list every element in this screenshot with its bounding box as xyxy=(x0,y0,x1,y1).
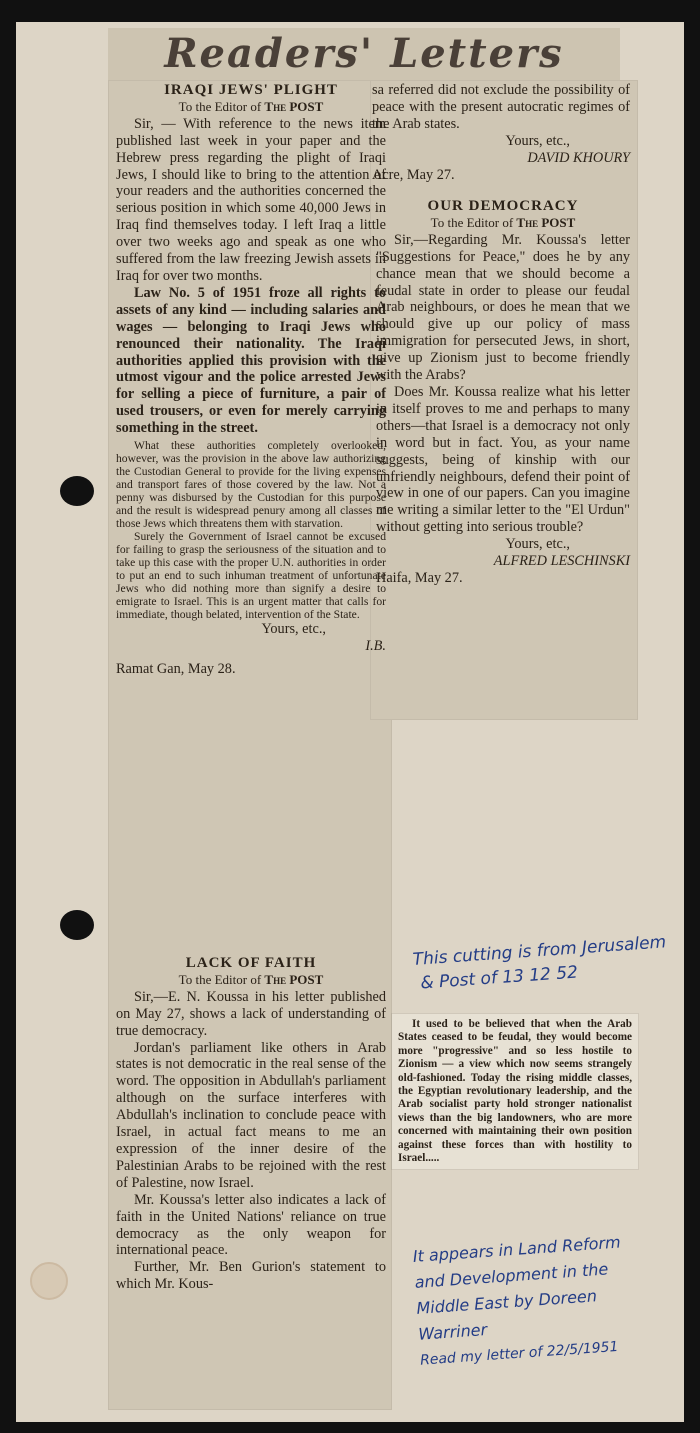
headline: LACK OF FAITH xyxy=(185,955,317,971)
to-editor-line: To the Editor of The POST xyxy=(430,214,576,230)
signature: ALFRED LESCHINSKI xyxy=(493,553,630,570)
masthead-title: Readers' Letters xyxy=(164,30,564,77)
letter-our-democracy xyxy=(376,198,630,587)
punch-hole xyxy=(60,910,94,940)
place-date: Ramat Gan, May 28. xyxy=(116,660,236,677)
paragraph: Jordan's parliament like others in Arab states is not democratic in the real sense of the word. The opposition in Abdullah's parliament although on the surface interferes with Abdullah's inclination to conclude peace with Israel, in actual fact means to me an expression of the inner desire of the Palestinian Arabs to be rejoined with the rest of Palestine, now Israel. xyxy=(116,1039,386,1191)
paragraph: Sir,—E. N. Koussa in his letter published on May 27, shows a lack of understanding of true democracy. xyxy=(116,988,386,1039)
paragraph: Mr. Koussa's letter also indicates a lack of faith in the United Nations' reliance on true democracy as the only weapon for international peace. xyxy=(116,1191,386,1259)
paragraph: Sir,—Regarding Mr. Koussa's letter "Suggestions for Peace," does he by any chance mean that we should become a feudal state in order to please our feudal Arab neighbours, or does he mean that we should give up our policy of mass immigration for persecuted Jews, in short, give up Zionism just to become friendly with the Arabs? xyxy=(376,231,630,384)
headline: OUR DEMOCRACY xyxy=(427,198,579,214)
paragraph: Surely the Government of Israel cannot be excused for failing to grasp the seriousness of the situation and to take up this case with the proper U.N. authorities in order to put an end to such inhuman treatment of unfortunate Jews who did nothing more than signify a desire to emigrate to Israel. This is an urgent matter that calls for immediate, though belated, intervention of the State. xyxy=(116,530,386,622)
paragraph: Sir, — With reference to the news item published last week in your paper and the Hebrew press regarding the plight of Iraqi Jews, I should like to bring to the attention of your readers and the authorities concerned the serious position in which some 40,000 Jews in Iraq find themselves today. I left Iraq a little over two weeks ago and speak as one who suffered from the law freezing Jewish assets in Iraq for over two months. xyxy=(116,115,386,284)
headline: IRAQI JEWS' PLIGHT xyxy=(164,82,338,98)
editorial-extract xyxy=(392,1014,638,1169)
signature: I.B. xyxy=(365,637,386,654)
paragraph: Further, Mr. Ben Gurion's statement to which Mr. Kous- xyxy=(116,1259,386,1293)
closing: Yours, etc., xyxy=(505,132,570,149)
stain-mark xyxy=(30,1262,68,1300)
punch-hole xyxy=(60,476,94,506)
to-editor-line: To the Editor of The POST xyxy=(178,98,324,114)
letter-continuation xyxy=(372,82,630,183)
letter-lack-of-faith xyxy=(116,955,386,1293)
place-date: Haifa, May 27. xyxy=(376,569,463,586)
masthead xyxy=(108,28,620,80)
to-editor-line: To the Editor of The POST xyxy=(178,971,324,987)
paragraph: sa referred did not exclude the possibility of peace with the present autocratic regimes of the Arab states. xyxy=(372,82,630,132)
paragraph: What these authorities completely overlooked, however, was the provision in the above law authorizing the Custodian General to provide for the living expenses and transport fares of those covered by the law. Not a penny was disbursed by the Custodian for this purpose and the result is widespread penury among all classes of those Jews which threatens them with starvation. xyxy=(116,439,386,531)
closing: Yours, etc., xyxy=(261,621,326,638)
letter-iraqi-jews xyxy=(116,82,386,678)
handwritten-note-source: This cutting is from Jerusalem & Post of 13 12 52 xyxy=(412,932,667,994)
editorial-text: It used to be believed that when the Arab States ceased to be feudal, they would become more "progressive" and so less hostile to Zionism — a view which now seems strangely old-fashioned. Today the rising middle classes, the Egyptian revolutionary leadership, and the Arab socialist party hold stronger nationalist views than the big landowners, who are more concerned with maintaining their own position against these forces than with hostility to Israel..... xyxy=(398,1018,632,1165)
closing: Yours, etc., xyxy=(505,536,570,553)
place-date: Acre, May 27. xyxy=(372,166,455,183)
paragraph: Law No. 5 of 1951 froze all rights to assets of any kind — including salaries and wages — belonging to Iraqi Jews who renounced their nationality. The Iraqi authorities applied this provision with the utmost vigour and the police arrested Jews for selling a piece of furniture, a pair of used trousers, or even for merely carrying something in the street. xyxy=(116,284,386,437)
handwritten-note-reference: It appears in Land Reform and Development in the Middle East by Doreen Warriner Read my letter of 22/5/1951 xyxy=(412,1232,622,1369)
paragraph: Does Mr. Koussa realize what his letter in itself proves to me and perhaps to many others—that Israel is a democracy not only in word but in fact. You, as your name suggests, being of kinship with our unfriendly neighbours, defend their point of view in one of our papers. Can you imagine me writing a similar letter to the "El Urdun" without getting into serious trouble? xyxy=(376,383,630,536)
signature: DAVID KHOURY xyxy=(527,149,630,166)
